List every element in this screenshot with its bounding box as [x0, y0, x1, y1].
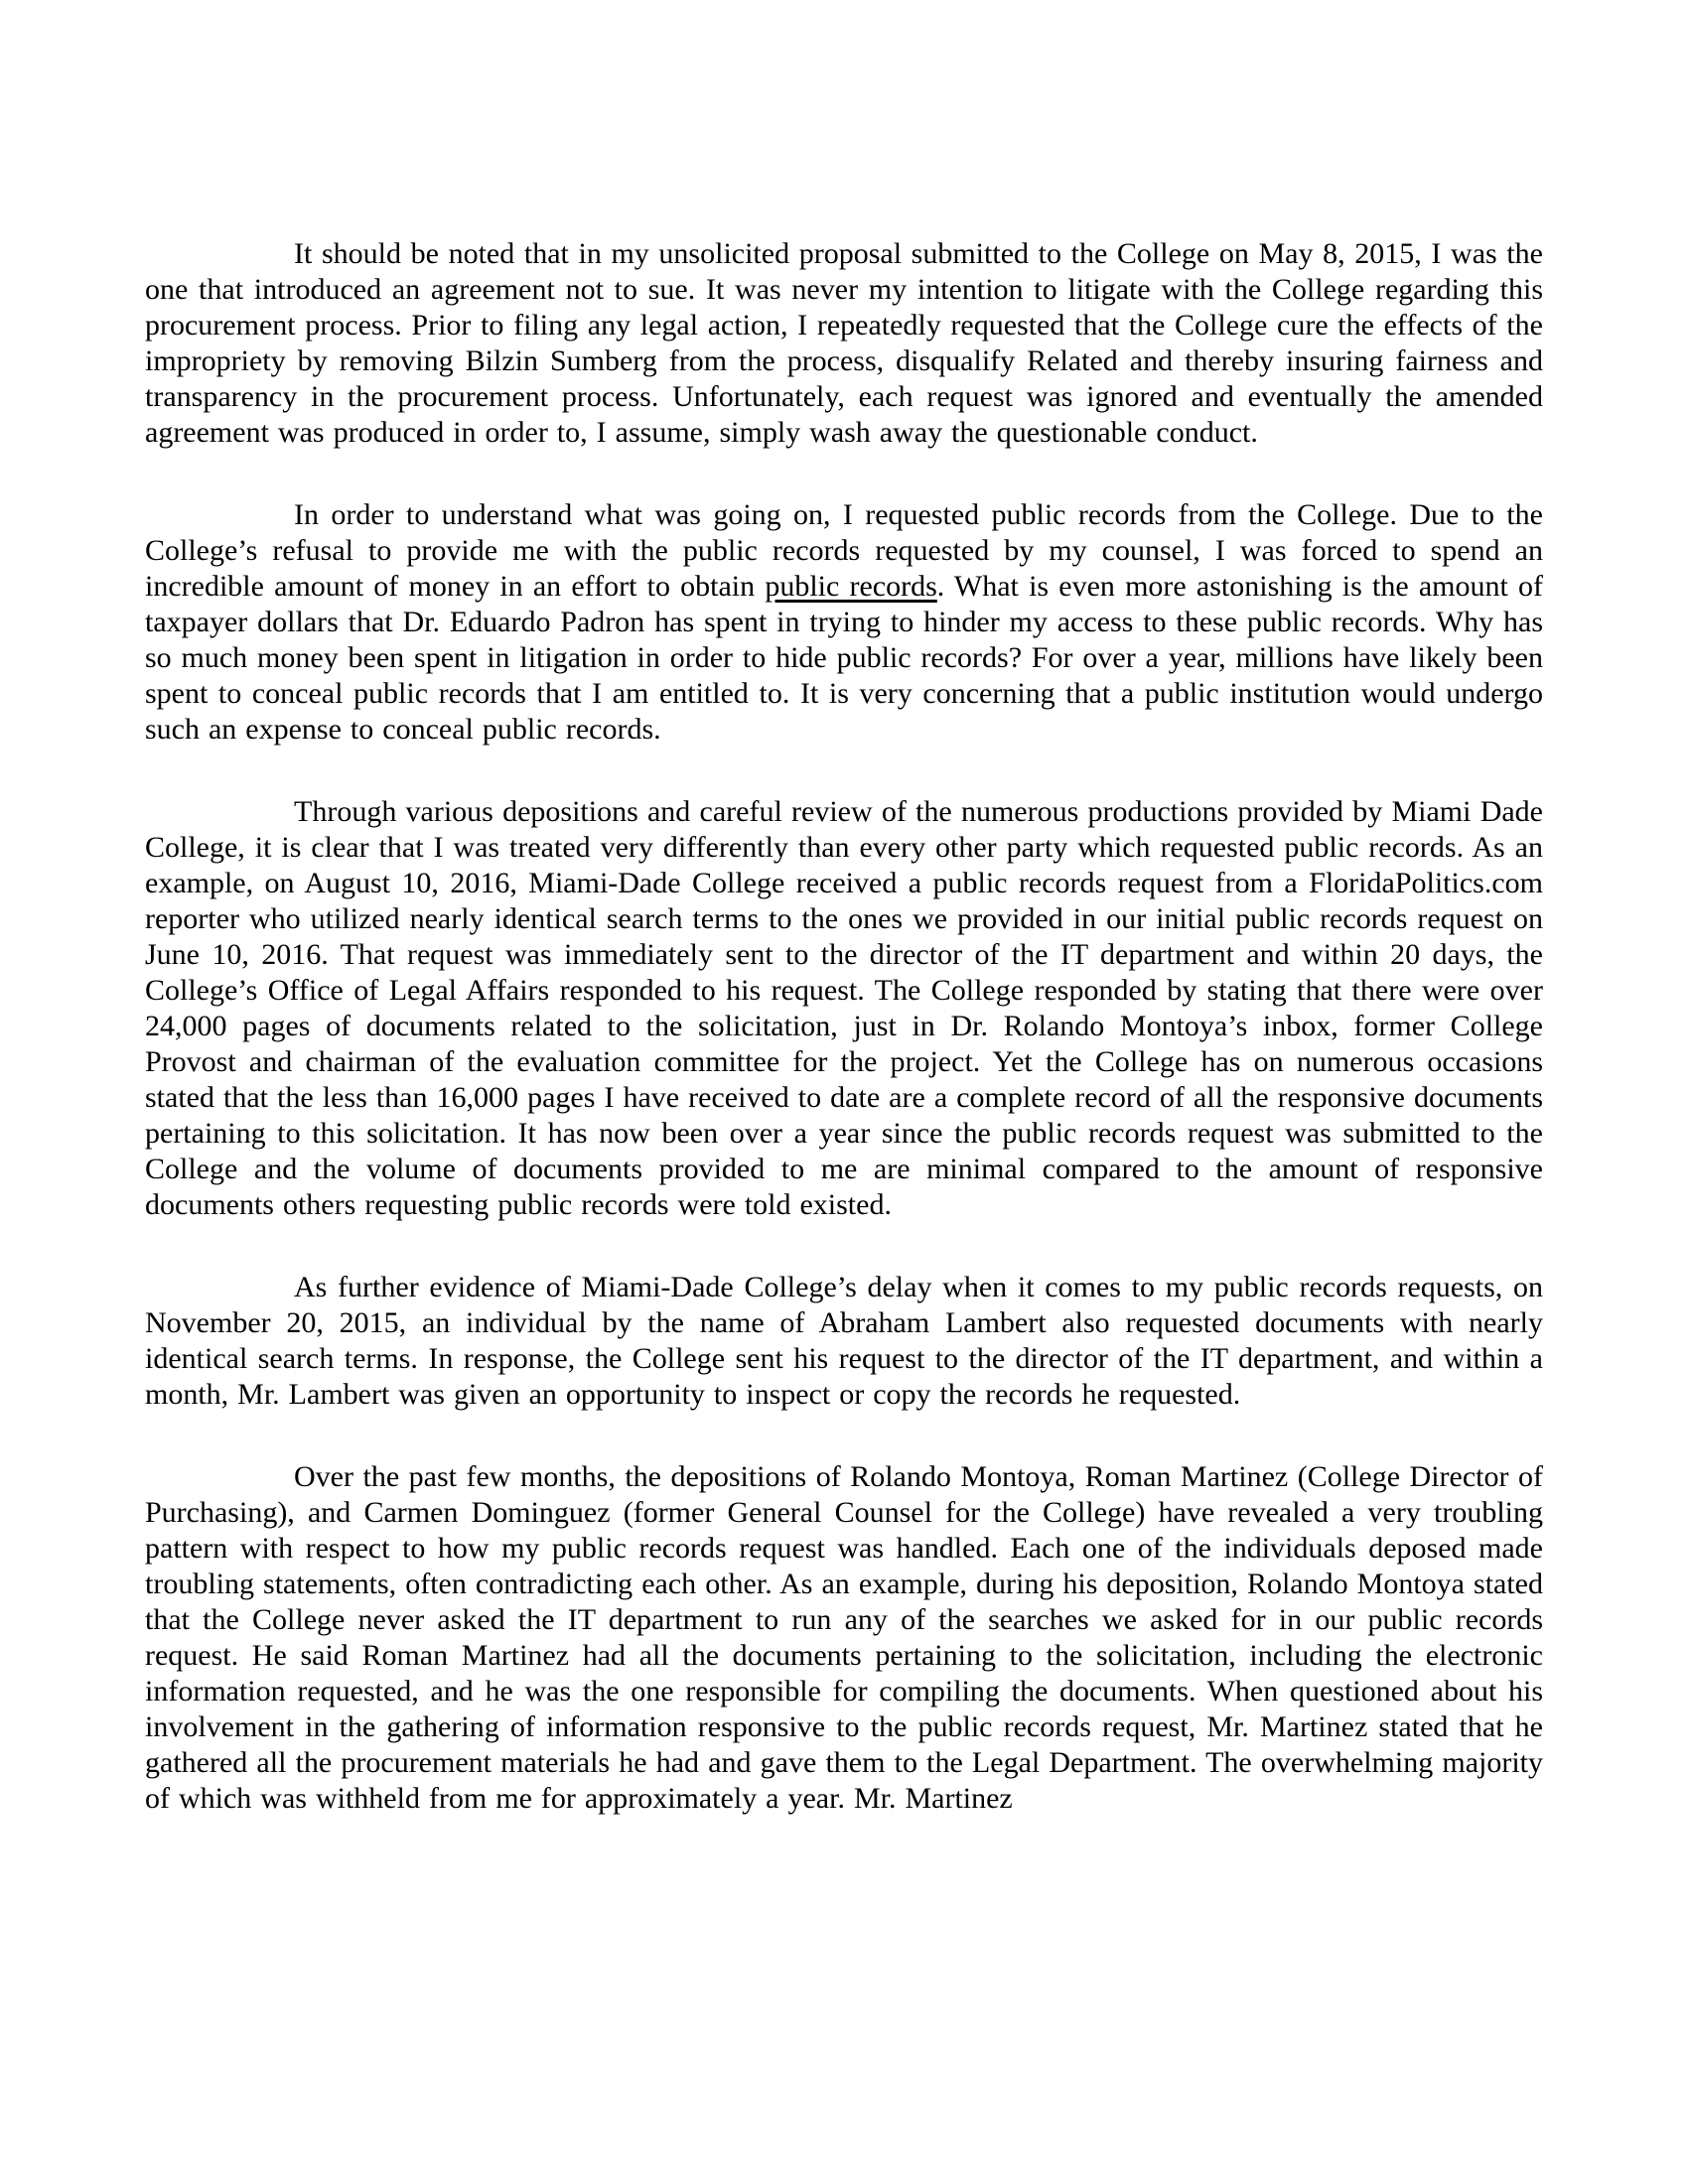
- paragraph-3: [145, 794, 1543, 1223]
- paragraph-5: [145, 1459, 1543, 1817]
- paragraph-5-text: Over the past few months, the depositions of Rolando Montoya, Roman Martinez (College Director of Purchasing), and Carmen Dominguez (former General Counsel for the College) have revealed a very troubling pattern with respect to how my public records request was handled. Each one of the individuals deposed made troubling statements, often contradicting each other. As an example, during his deposition, Rolando Montoya stated that the College never asked the IT department to run any of the searches we asked for in our public records request. He said Roman Martinez had all the documents pertaining to the solicitation, including the electronic information requested, and he was the one responsible for compiling the documents. When questioned about his involvement in the gathering of information responsive to the public records request, Mr. Martinez stated that he gathered all the procurement materials he had and gave them to the Legal Department. The overwhelming majority of which was withheld from me for approximately a year. Mr. Martinez: [145, 1460, 1543, 1815]
- paragraph-3-text: Through various depositions and careful review of the numerous productions provided by Miami Dade College, it is clear that I was treated very differently than every other party which requested public records. As an example, on August 10, 2016, Miami-Dade College received a public records request from a FloridaPolitics.com reporter who utilized nearly identical search terms to the ones we provided in our initial public records request on June 10, 2016. That request was immediately sent to the director of the IT department and within 20 days, the College’s Office of Legal Affairs responded to his request. The College responded by stating that there were over 24,000 pages of documents related to the solicitation, just in Dr. Rolando Montoya’s inbox, former College Provost and chairman of the evaluation committee for the project. Yet the College has on numerous occasions stated that the less than 16,000 pages I have received to date are a complete record of all the responsive documents pertaining to this solicitation. It has now been over a year since the public records request was submitted to the College and the volume of documents provided to me are minimal compared to the amount of responsive documents others requesting public records were told existed.: [145, 795, 1543, 1221]
- paragraph-1-text: It should be noted that in my unsolicited proposal submitted to the College on May 8, 2015, I was the one that introduced an agreement not to sue. It was never my intention to litigate with the College regarding this procurement process. Prior to filing any legal action, I repeatedly requested that the College cure the effects of the impropriety by removing Bilzin Sumberg from the process, disqualify Related and thereby insuring fairness and transparency in the procurement process. Unfortunately, each request was ignored and eventually the amended agreement was produced in order to, I assume, simply wash away the questionable conduct.: [145, 237, 1543, 449]
- paragraph-4-text: As further evidence of Miami-Dade College’s delay when it comes to my public records requests, on November 20, 2015, an individual by the name of Abraham Lambert also requested documents with nearly identical search terms. In response, the College sent his request to the director of the IT department, and within a month, Mr. Lambert was given an opportunity to inspect or copy the records he requested.: [145, 1271, 1543, 1411]
- paragraph-1: [145, 236, 1543, 451]
- paragraph-4: [145, 1270, 1543, 1413]
- paragraph-2: [145, 497, 1543, 748]
- paragraph-2-text-after: . What is even more astonishing is the amount of taxpayer dollars that Dr. Eduardo Padron has spent in trying to hinder my access to these public records. Why has so much money been spent in litigation in order to hide public records? For over a year, millions have likely been spent to conceal public records that I am entitled to. It is very concerning that a public institution would undergo such an expense to conceal public records.: [145, 570, 1543, 746]
- paragraph-2-underlined-text: public records: [765, 570, 937, 603]
- paragraph-2-text-before: In order to understand what was going on, I requested public records from the College. Due to the College’s refusal to provide me with the public records requested by my counsel, I was forced to spend an incredible amount of money in an effort to obtain: [145, 498, 1543, 603]
